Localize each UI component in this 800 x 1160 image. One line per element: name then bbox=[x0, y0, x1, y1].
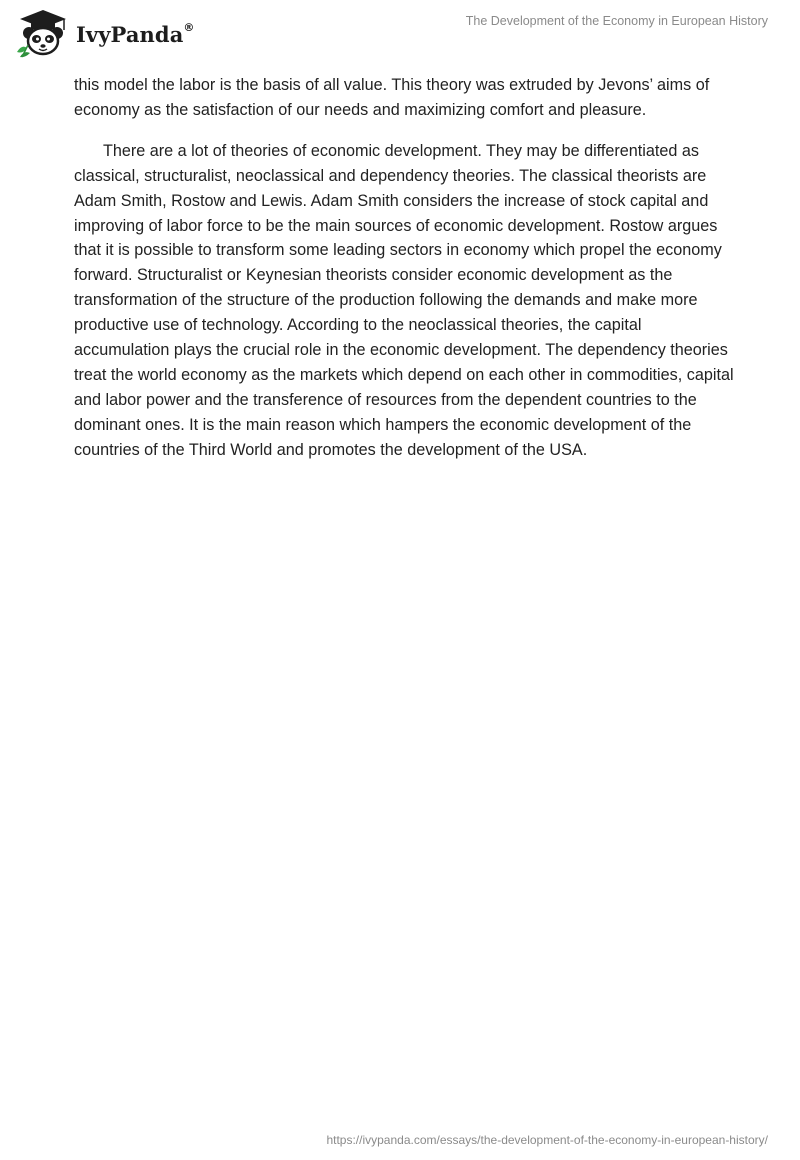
source-url[interactable]: https://ivypanda.com/essays/the-development-of-the-economy-in-european-history/ bbox=[326, 1133, 768, 1147]
page-header bbox=[0, 0, 800, 70]
registered-mark: ® bbox=[183, 20, 195, 34]
panda-graduate-icon bbox=[14, 8, 72, 58]
paragraph-continued: this model the labor is the basis of all value. This theory was extruded by Jevons’ aims of economy as the satisfaction of our needs and maximizing comfort and pleasure. bbox=[74, 76, 710, 119]
paragraph-theories: There are a lot of theories of economic development. They may be differentiated as classical, structuralist, neoclassical and dependency theories. The classical theorists are Adam Smith, Rostow and Lewis. Adam Smith considers the increase of stock capital and improving of labor force to be the main sources of economic development. Rostow argues that it is possible to transform some leading sectors in economy which propel the economy forward. Structuralist or Keynesian theorists consider economic development as the transformation of the structure of the production following the demands and make more productive use of technology. According to the neoclassical theories, the capital accumulation plays the crucial role in the economic development. The dependency theories treat the world economy as the markets which depend on each other in commodities, capital and labor power and the transference of resources from the dependent countries to the dominant ones. It is the main reason which hampers the economic development of the countries of the Third World and promotes the development of the USA. bbox=[74, 141, 734, 459]
brand-name: IvyPanda® bbox=[76, 20, 195, 47]
essay-body bbox=[74, 73, 734, 463]
brand-logo[interactable] bbox=[14, 8, 195, 58]
document-title: The Development of the Economy in European History bbox=[465, 14, 768, 28]
